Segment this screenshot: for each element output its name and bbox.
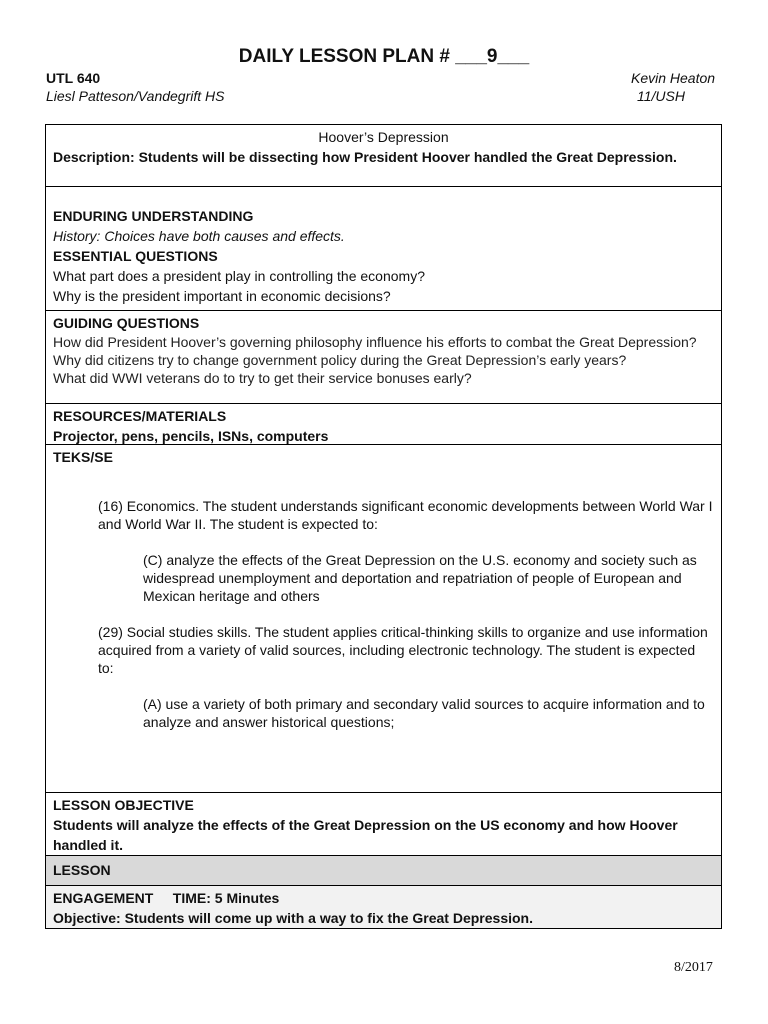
essential-heading: ESSENTIAL QUESTIONS (53, 248, 218, 264)
grade-subject: 11/USH (637, 88, 685, 104)
resources-text: Projector, pens, pencils, ISNs, computers (53, 428, 329, 444)
teks-16c: (C) analyze the effects of the Great Depression on the U.S. economy and society such as widespread unemployment and deportation and repatriation of people of European and Mexican heritage and others (143, 552, 697, 604)
lesson-plan-table (45, 124, 722, 929)
guiding-heading: GUIDING QUESTIONS (53, 315, 200, 331)
teks-heading: TEKS/SE (53, 449, 113, 465)
objective-row (46, 793, 721, 856)
topic-name: Hoover’s Depression (318, 129, 449, 145)
engagement-objective: Objective: Students will come up with a way to fix the Great Depression. (53, 910, 533, 926)
resources-heading: RESOURCES/MATERIALS (53, 408, 227, 424)
course-code: UTL 640 (46, 70, 101, 86)
enduring-heading: ENDURING UNDERSTANDING (53, 208, 254, 224)
author-name: Kevin Heaton (631, 70, 716, 86)
engagement-row (46, 886, 721, 928)
lesson-heading: LESSON (53, 862, 111, 878)
topic-description: Description: Students will be dissecting how President Hoover handled the Great Depression. (53, 149, 677, 165)
engagement-heading: ENGAGEMENT TIME: 5 Minutes (53, 890, 280, 906)
topic-row (46, 125, 721, 187)
enduring-row (46, 187, 721, 311)
objective-heading: LESSON OBJECTIVE (53, 797, 194, 813)
guiding-question-3: What did WWI veterans do to try to get their service bonuses early? (53, 370, 472, 386)
teks-row (46, 445, 721, 793)
teks-29: (29) Social studies skills. The student applies critical-thinking skills to organize and use information acquired from a variety of valid sources, including electronic technology. The student is expected to: (98, 624, 708, 676)
essential-question-1: What part does a president play in controlling the economy? (53, 268, 425, 284)
lesson-row (46, 856, 721, 886)
essential-question-2: Why is the president important in economic decisions? (53, 288, 391, 304)
resources-row (46, 404, 721, 445)
objective-text: Students will analyze the effects of the Great Depression on the US economy and how Hoover handled it. (53, 817, 678, 853)
footer-date: 8/2017 (674, 960, 713, 975)
teks-16: (16) Economics. The student understands significant economic developments between World War I and World War II. The student is expected to: (98, 498, 713, 532)
guiding-question-1: How did President Hoover’s governing philosophy influence his efforts to combat the Great Depression? (53, 334, 697, 350)
teks-29a: (A) use a variety of both primary and secondary valid sources to acquire information and to analyze and answer historical questions; (143, 696, 705, 730)
guiding-question-2: Why did citizens try to change government policy during the Great Depression’s early years? (53, 352, 627, 368)
enduring-text: History: Choices have both causes and effects. (53, 228, 345, 244)
mentor-school: Liesl Patteson/Vandegrift HS (46, 88, 225, 104)
guiding-row (46, 311, 721, 404)
page-title: DAILY LESSON PLAN # ___9___ (238, 46, 530, 67)
